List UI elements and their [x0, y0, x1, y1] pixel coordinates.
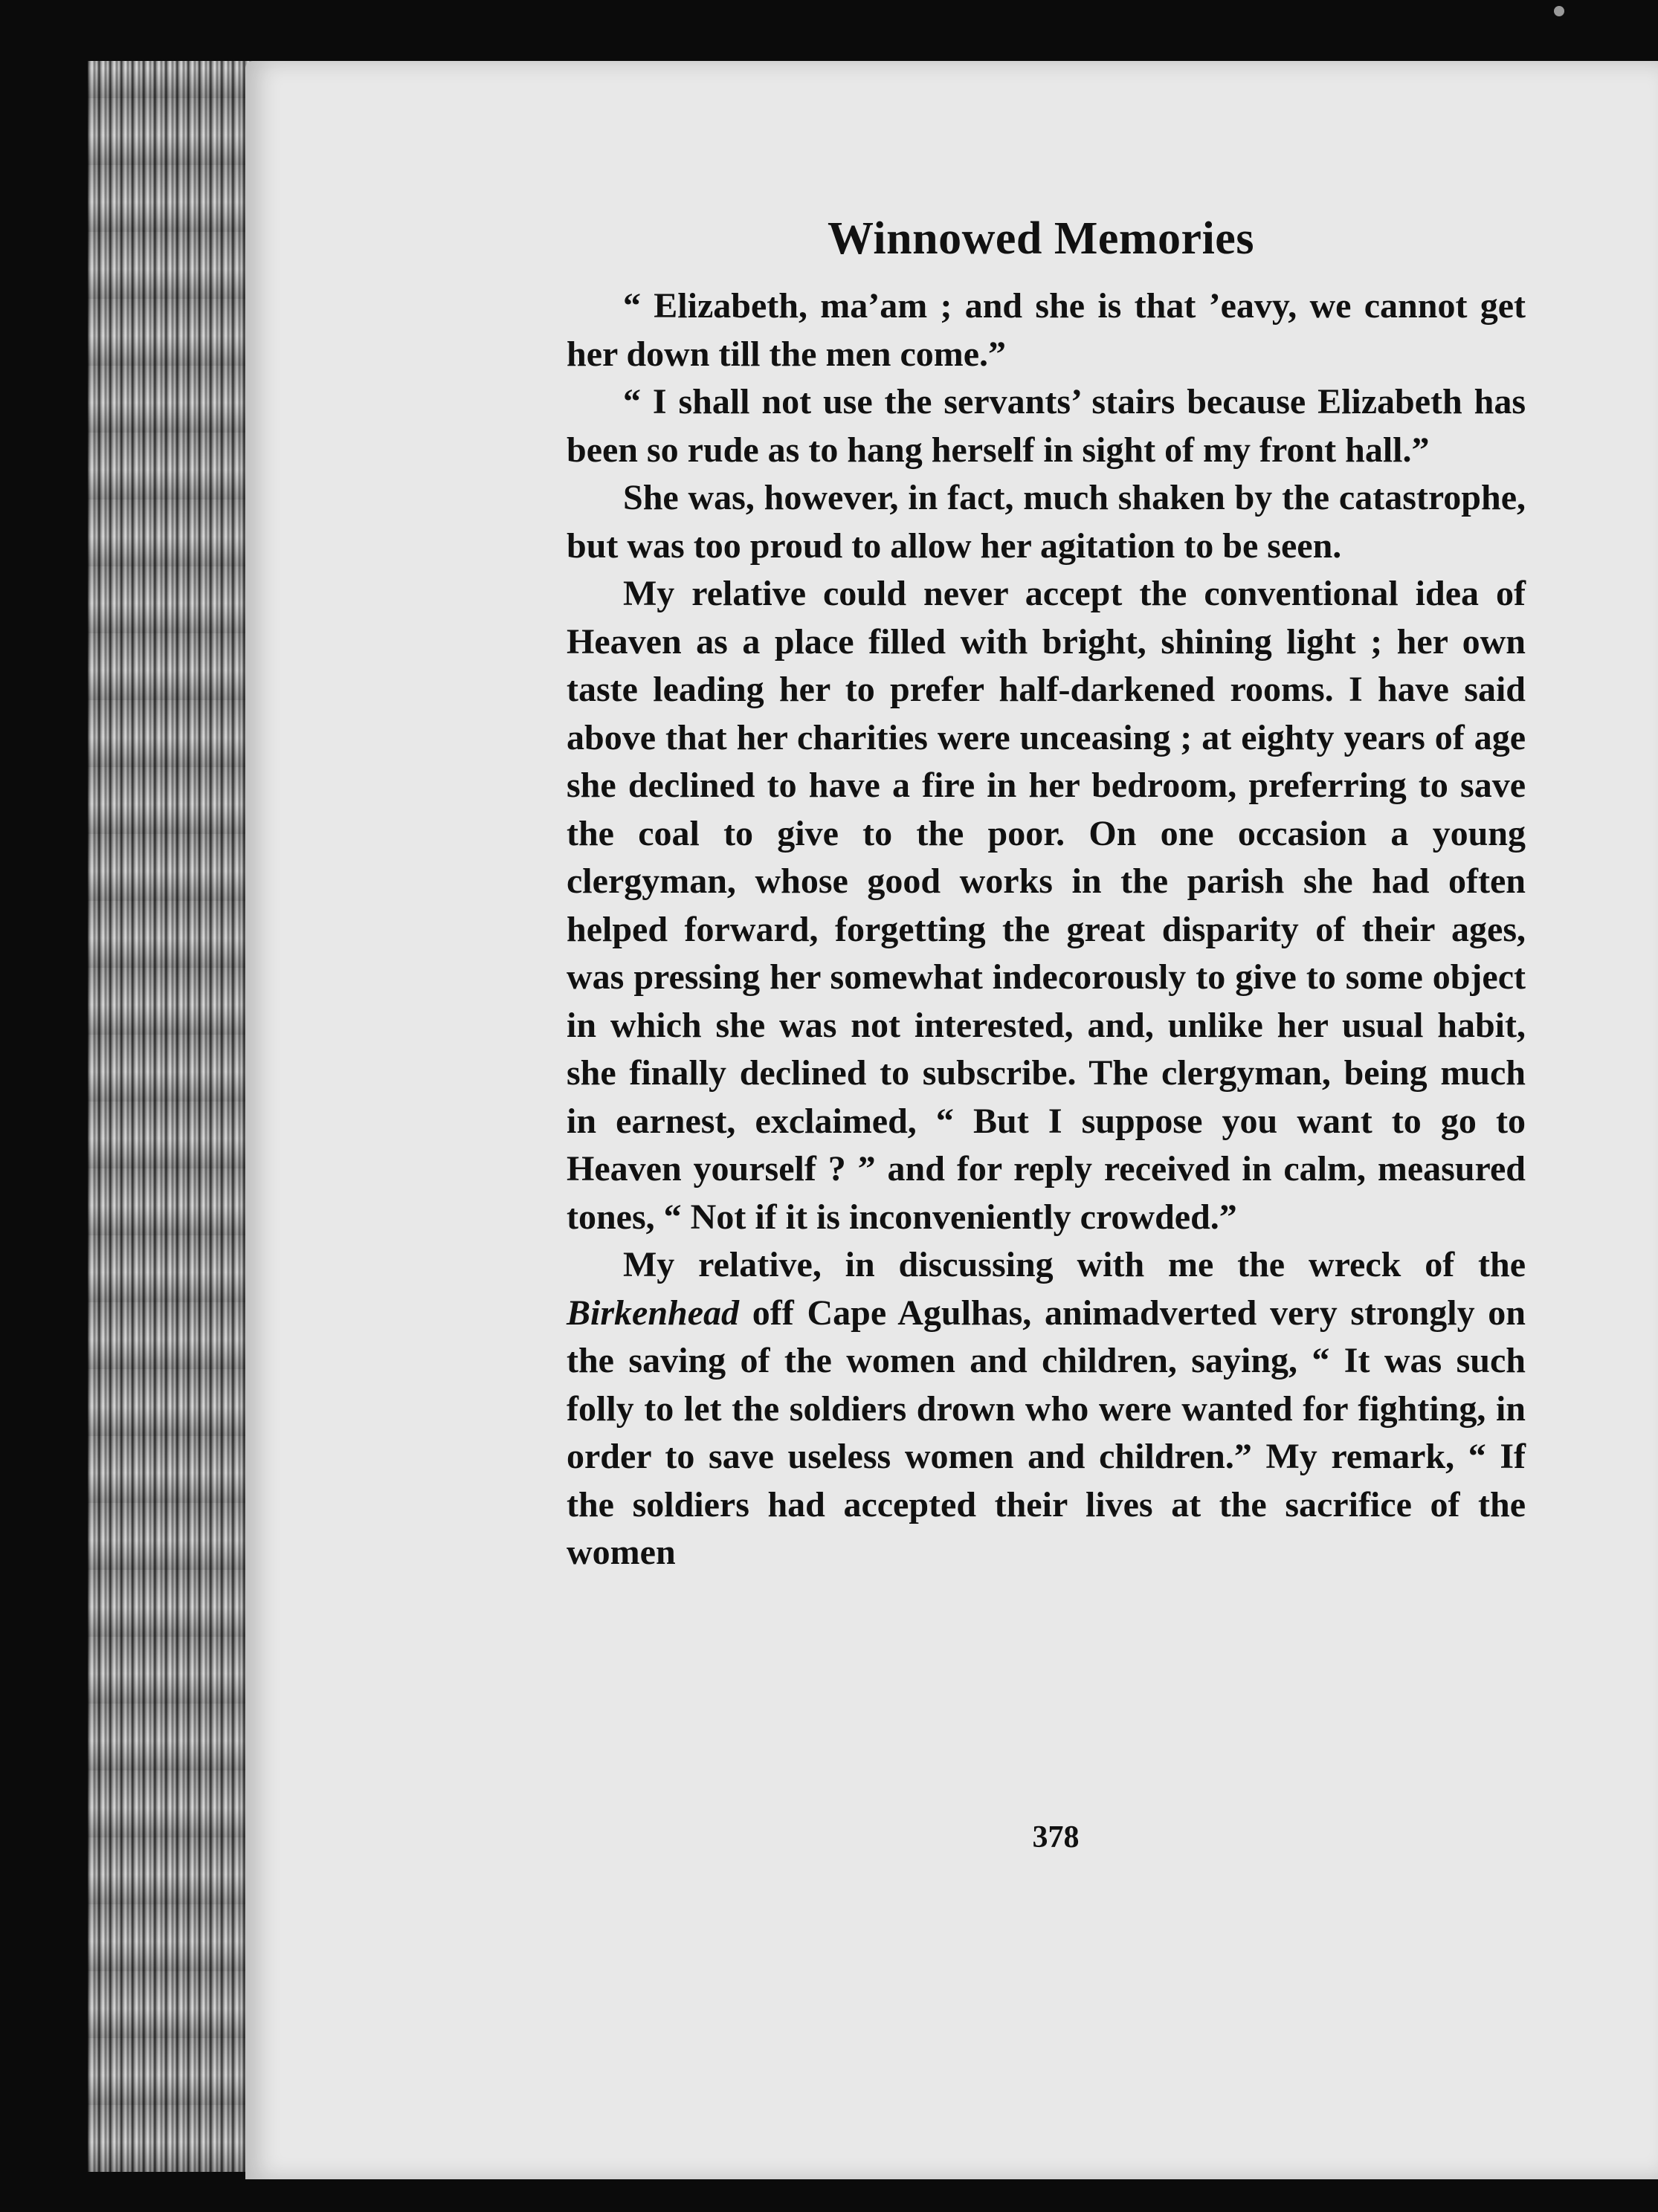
paragraph: “ Elizabeth, ma’am ; and she is that ’eavy, we cannot get her down till the men come.”	[567, 286, 1526, 374]
ship-name-italic: Birkenhead	[567, 1293, 740, 1333]
paragraph: “ I shall not use the servants’ stairs because Elizabeth has been so rude as to hang herself in sight of my front hall.”	[567, 382, 1526, 470]
running-head-title: Winnowed Memories	[828, 213, 1254, 264]
paragraph-text-end: off Cape Agulhas, animadverted very strongly on the saving of the women and children, saying, “ It was such folly to let the soldiers drown who were wanted for fighting, in order to save useless women and children.” My remark, “ If the soldiers had accepted their lives at the sacrifice of the women	[567, 1293, 1526, 1572]
page-number: 378	[1032, 1820, 1080, 1854]
scan-dust-mark	[1554, 6, 1564, 16]
body-text	[567, 282, 1526, 1577]
paragraph-birkenhead	[567, 1241, 1526, 1577]
paragraph: My relative could never accept the conventional idea of Heaven as a place filled with bright, shining light ; her own taste leading her to prefer half-darkened rooms. I have said above that her charities were unceasing ; at eighty years of age she declined to have a fire in her bedroom, preferring to save the coal to give to the poor. On one occasion a young clergyman, whose good works in the parish she had often helped forward, forgetting the great disparity of their ages, was pressing her somewhat indecorously to give to some object in which she was not interested, and, unlike her usual habit, she finally declined to subscribe. The clergyman, being much in earnest, exclaimed, “ But I suppose you want to go to Heaven yourself ? ” and for reply received in calm, measured tones, “ Not if it is inconveniently crowded.”	[567, 574, 1526, 1237]
paragraph: She was, however, in fact, much shaken by the catastrophe, but was too proud to allow her agitation to be seen.	[567, 478, 1526, 566]
paragraph-text-start: My relative, in discussing with me the wreck of the	[623, 1245, 1526, 1284]
